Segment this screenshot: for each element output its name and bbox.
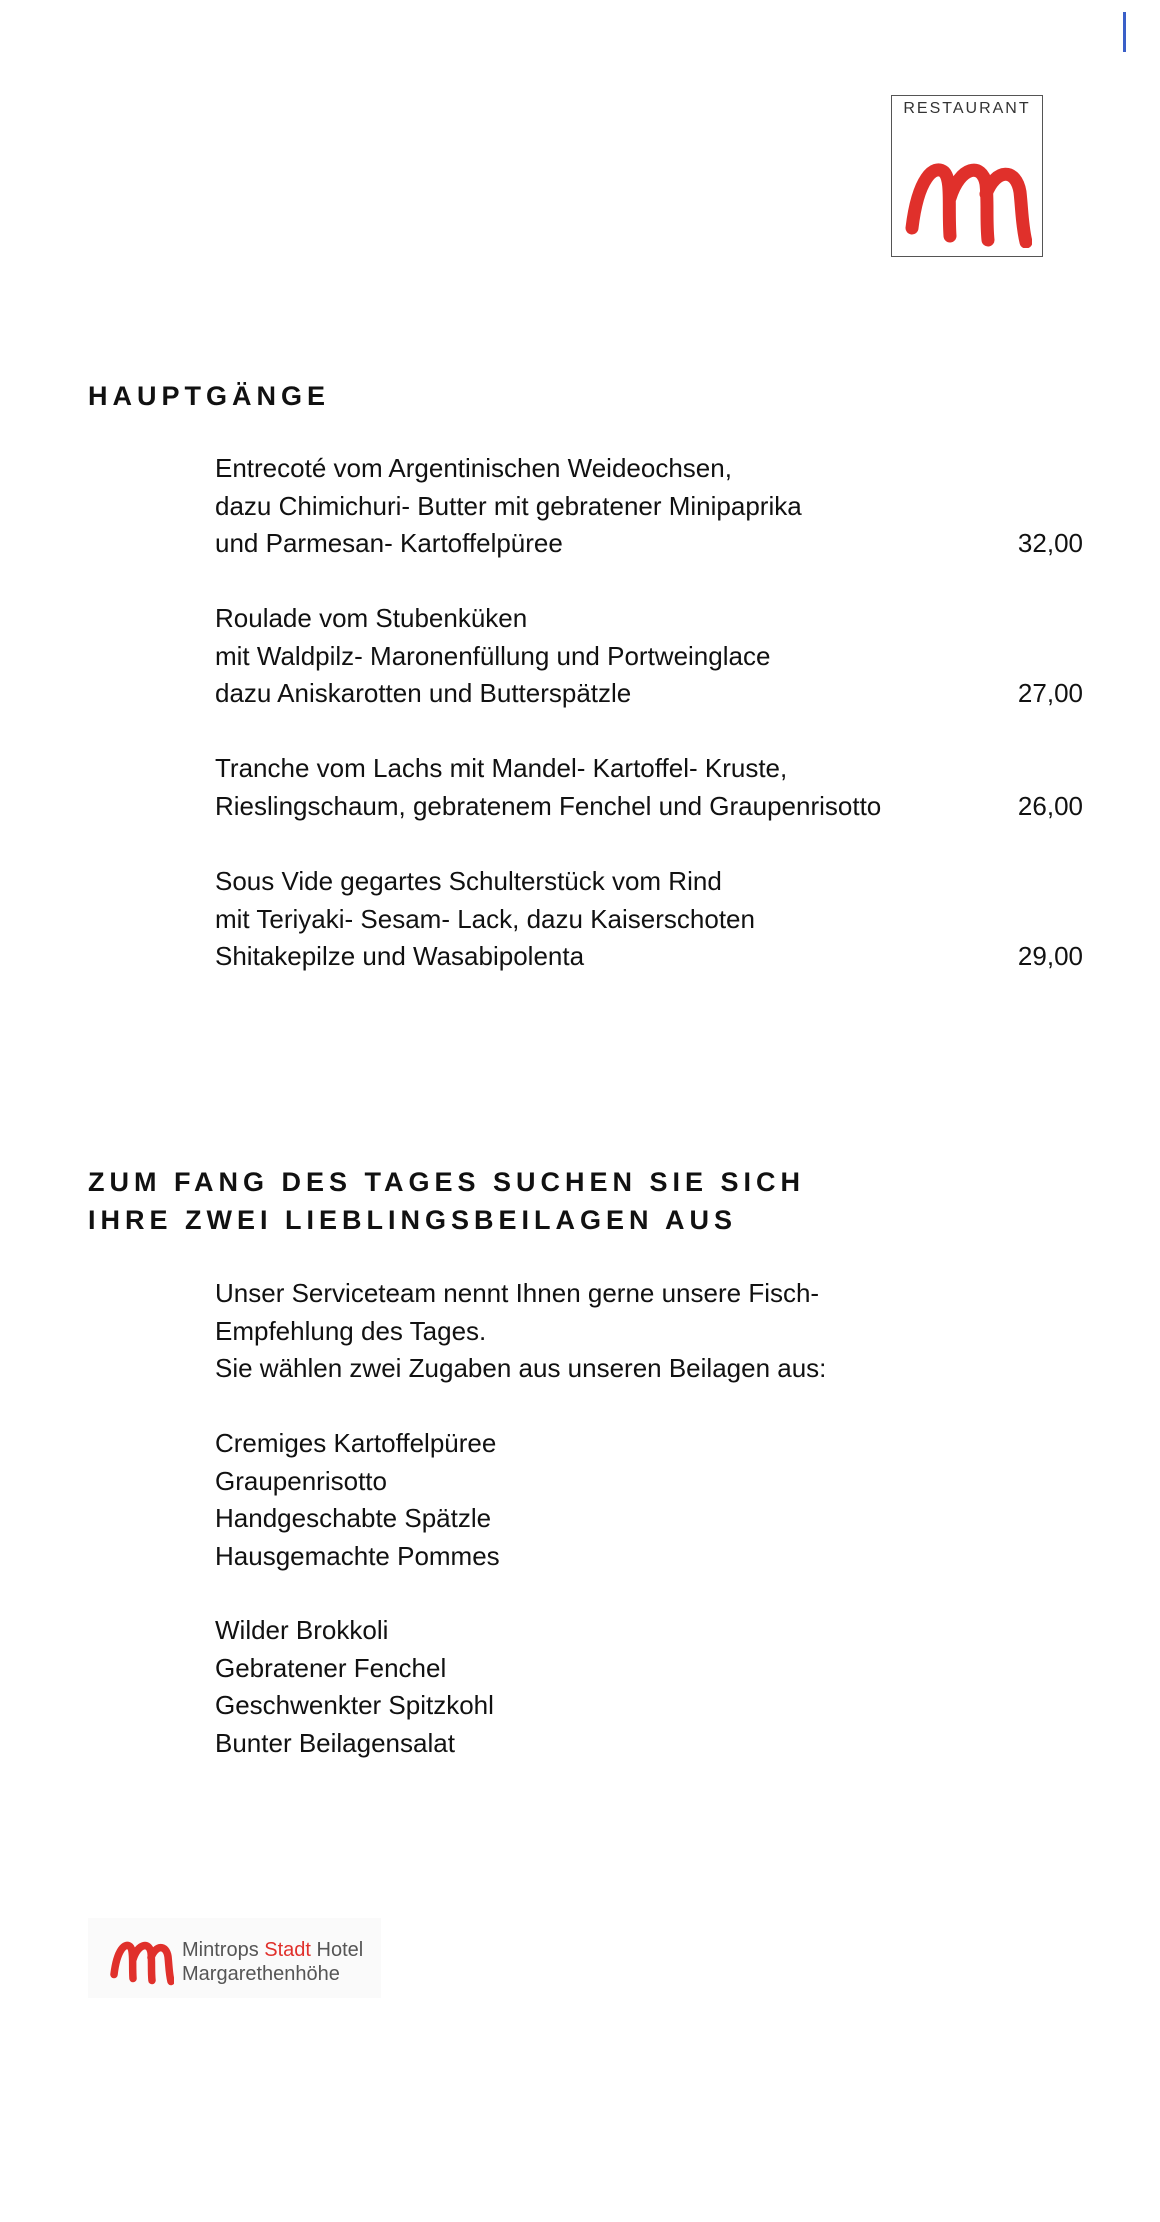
hotel-logo	[88, 1918, 381, 1998]
item-line: Entrecoté vom Argentinischen Weideochsen,	[215, 453, 732, 483]
item-line: Roulade vom Stubenküken	[215, 603, 528, 633]
side-dish: Bunter Beilagensalat	[215, 1727, 455, 1758]
menu-item	[215, 750, 1015, 825]
side-dish: Graupenrisotto	[215, 1465, 387, 1496]
menu-item	[215, 450, 1015, 563]
side-dish-list	[215, 1612, 494, 1762]
side-dish: Handgeschabte Spätzle	[215, 1503, 492, 1533]
item-price: 26,00	[1017, 791, 1083, 821]
corner-mark	[1123, 12, 1126, 52]
item-line: Shitakepilze und Wasabipolenta	[215, 941, 585, 971]
side-dish: Hausgemachte Pommes	[215, 1540, 500, 1571]
hotel-name-part-accent: Stadt	[264, 1939, 311, 1961]
item-line: mit Waldpilz- Maronenfüllung und Portweinglace	[215, 640, 771, 671]
side-dish: Geschwenkter Spitzkohl	[215, 1690, 494, 1720]
intro-text	[215, 1275, 826, 1388]
section-title-line: IHRE ZWEI LIEBLINGSBEILAGEN AUS	[88, 1205, 738, 1235]
item-line: und Parmesan- Kartoffelpüree	[215, 528, 563, 558]
item-price: 32,00	[1017, 528, 1083, 558]
item-line: dazu Aniskarotten und Butterspätzle	[215, 678, 632, 708]
hotel-name-part: Hotel	[316, 1939, 364, 1961]
hotel-name-line-1	[182, 1938, 363, 1962]
hotel-name-part: Mintrops	[182, 1939, 259, 1961]
menu-item	[215, 863, 1015, 976]
section-title-catch-of-the-day	[88, 1163, 805, 1239]
side-dish: Wilder Brokkoli	[215, 1615, 389, 1645]
item-line: dazu Chimichuri- Butter mit gebratener Minipaprika	[215, 490, 802, 521]
item-line: Sous Vide gegartes Schulterstück vom Rind	[215, 866, 722, 896]
section-title-line: ZUM FANG DES TAGES SUCHEN SIE SICH	[88, 1167, 806, 1197]
side-dish: Cremiges Kartoffelpüree	[215, 1428, 497, 1458]
m-letter-logo-icon	[110, 1938, 174, 1986]
menu-item	[215, 600, 1015, 713]
item-price: 27,00	[1017, 678, 1083, 708]
side-dish: Gebratener Fenchel	[215, 1652, 447, 1683]
intro-line: Empfehlung des Tages.	[215, 1315, 487, 1346]
item-line: Rieslingschaum, gebratenem Fenchel und Graupenrisotto	[215, 790, 882, 821]
item-price: 29,00	[1017, 941, 1083, 971]
hotel-name	[182, 1938, 363, 1986]
item-line: mit Teriyaki- Sesam- Lack, dazu Kaiserschoten	[215, 903, 755, 934]
m-letter-logo-icon	[904, 158, 1032, 248]
intro-line: Unser Serviceteam nennt Ihnen gerne unsere Fisch-	[215, 1278, 820, 1308]
logo-wordmark: RESTAURANT	[903, 100, 1031, 117]
hotel-name-line-2: Margarethenhöhe	[182, 1963, 340, 1985]
restaurant-logo	[891, 95, 1043, 257]
side-dish-list	[215, 1425, 500, 1575]
intro-line: Sie wählen zwei Zugaben aus unseren Beilagen aus:	[215, 1353, 827, 1383]
item-line: Tranche vom Lachs mit Mandel- Kartoffel- Kruste,	[215, 753, 788, 783]
section-title-main-courses: HAUPTGÄNGE	[88, 381, 331, 411]
